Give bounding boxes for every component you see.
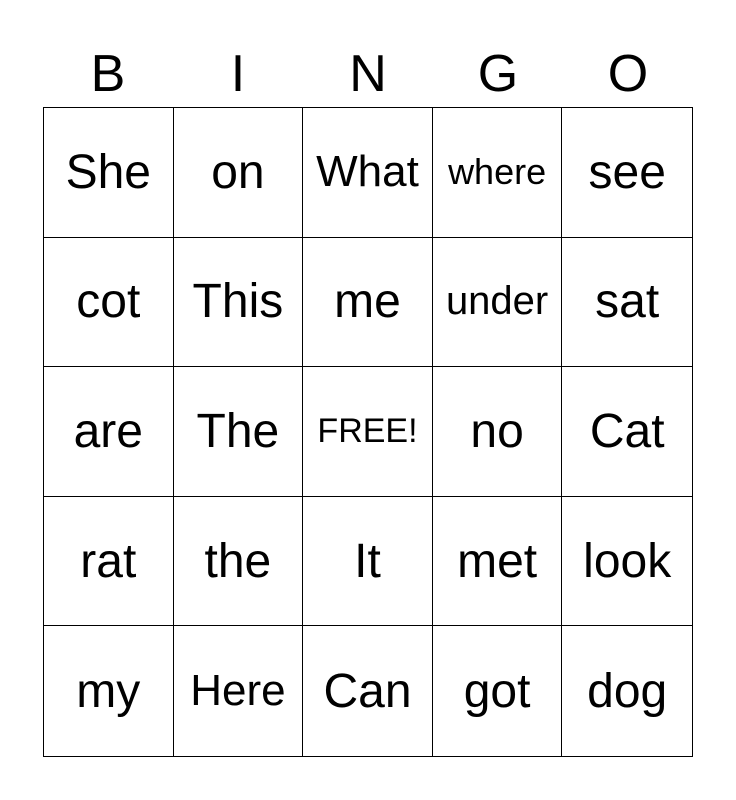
bingo-cell-r1-c5[interactable]: see [562,108,692,238]
bingo-header [43,40,693,108]
bingo-cell-r5-c5[interactable]: dog [587,664,668,718]
header-letter-o: O [607,45,649,103]
bingo-cell-r5-c1[interactable]: my [44,626,174,756]
bingo-cell-r1-c1[interactable]: She [44,108,174,238]
bingo-board [43,107,693,757]
bingo-cell-r3-c4[interactable]: no [433,367,563,497]
bingo-cell-r5-c4[interactable]: got [433,626,563,756]
bingo-cell-r4-c1[interactable]: rat [44,497,174,627]
header-letter-n: N [349,45,387,103]
bingo-cell-r1-c4[interactable]: where [433,108,563,238]
bingo-cell-r2-c1[interactable]: cot [44,238,174,368]
free-space-cell: FREE! [303,367,433,497]
bingo-cell-r5-c2[interactable]: Here [174,626,304,756]
bingo-cell-r2-c2[interactable]: This [174,238,304,368]
bingo-cell-r4-c4[interactable]: met [433,497,563,627]
bingo-cell-r3-c1[interactable]: are [44,367,174,497]
header-letter-b: B [90,45,126,103]
bingo-cell-r2-c4[interactable]: under [433,238,563,368]
bingo-cell-r1-c2[interactable]: on [174,108,304,238]
bingo-cell-r1-c3[interactable]: What [303,108,433,238]
header-letter-g: G [477,45,519,103]
bingo-cell-r2-c5[interactable]: sat [562,238,692,368]
header-letter-i: I [230,45,246,103]
bingo-cell-r2-c3[interactable]: me [303,238,433,368]
bingo-cell-r3-c5[interactable]: Cat [562,367,692,497]
bingo-cell-r4-c3[interactable]: It [303,497,433,627]
bingo-cell-r5-c3[interactable]: Can [303,626,433,756]
bingo-cell-r4-c5[interactable]: look [562,497,692,627]
bingo-cell-r4-c2[interactable]: the [174,497,304,627]
bingo-cell-r3-c2[interactable]: The [174,367,304,497]
